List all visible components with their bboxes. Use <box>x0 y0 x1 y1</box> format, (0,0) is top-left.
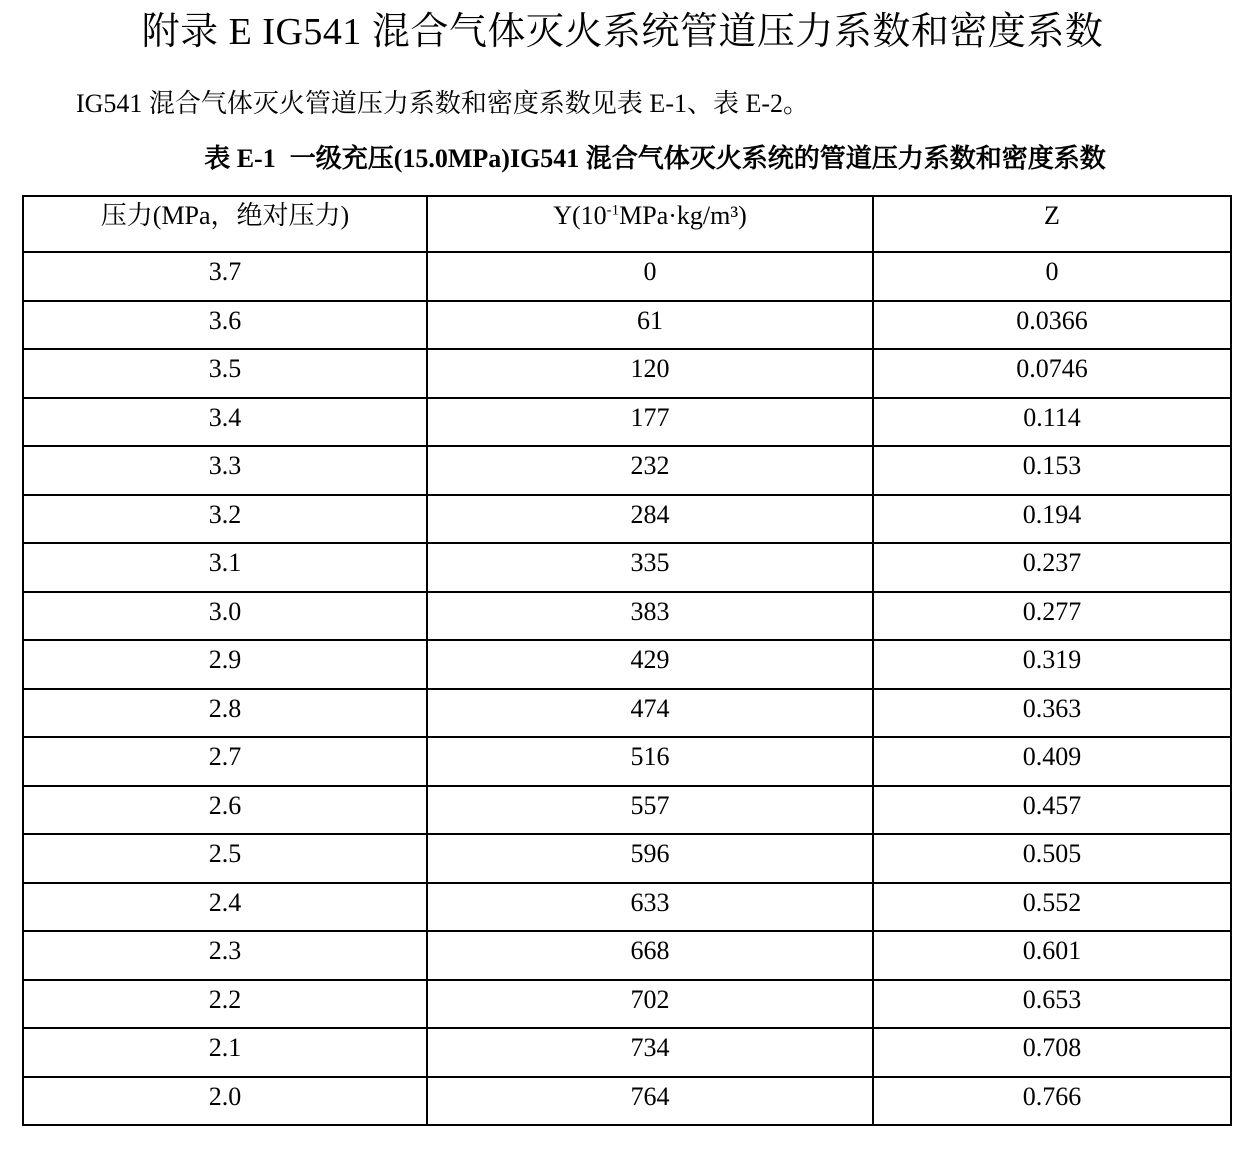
cell-y: 557 <box>427 786 873 835</box>
cell-z: 0.114 <box>873 398 1231 447</box>
table-caption-id: 表 E-1 <box>204 144 276 173</box>
cell-y: 474 <box>427 689 873 738</box>
table-row <box>23 543 1231 592</box>
table-row <box>23 689 1231 738</box>
table-row <box>23 592 1231 641</box>
cell-z: 0.237 <box>873 543 1231 592</box>
cell-pressure: 2.2 <box>23 980 427 1029</box>
header-pressure: 压力(MPa，绝对压力) <box>23 196 427 252</box>
header-y-prefix: Y(10 <box>553 201 607 230</box>
cell-pressure: 3.1 <box>23 543 427 592</box>
cell-z: 0.505 <box>873 834 1231 883</box>
cell-y: 764 <box>427 1077 873 1126</box>
cell-z: 0.552 <box>873 883 1231 932</box>
table-row <box>23 931 1231 980</box>
cell-z: 0.409 <box>873 737 1231 786</box>
table-row <box>23 640 1231 689</box>
cell-y: 633 <box>427 883 873 932</box>
cell-pressure: 2.0 <box>23 1077 427 1126</box>
table-row <box>23 446 1231 495</box>
table-caption-text: 一级充压(15.0MPa)IG541 混合气体灭火系统的管道压力系数和密度系数 <box>289 144 1106 173</box>
table-row <box>23 398 1231 447</box>
cell-z: 0.653 <box>873 980 1231 1029</box>
cell-y: 232 <box>427 446 873 495</box>
table-row <box>23 1077 1231 1126</box>
cell-pressure: 2.1 <box>23 1028 427 1077</box>
cell-y: 668 <box>427 931 873 980</box>
table-row <box>23 834 1231 883</box>
table-caption <box>0 139 1245 179</box>
cell-z: 0.708 <box>873 1028 1231 1077</box>
cell-z: 0.363 <box>873 689 1231 738</box>
header-y <box>427 196 873 252</box>
table-row <box>23 349 1231 398</box>
table-row <box>23 252 1231 301</box>
cell-y: 335 <box>427 543 873 592</box>
cell-y: 596 <box>427 834 873 883</box>
cell-z: 0.766 <box>873 1077 1231 1126</box>
cell-z: 0.457 <box>873 786 1231 835</box>
table-row <box>23 786 1231 835</box>
table-header-row <box>23 196 1231 252</box>
cell-pressure: 3.4 <box>23 398 427 447</box>
table-row <box>23 883 1231 932</box>
cell-z: 0.319 <box>873 640 1231 689</box>
cell-y: 429 <box>427 640 873 689</box>
cell-y: 383 <box>427 592 873 641</box>
table-row <box>23 495 1231 544</box>
cell-y: 702 <box>427 980 873 1029</box>
cell-z: 0.0746 <box>873 349 1231 398</box>
cell-pressure: 2.4 <box>23 883 427 932</box>
table-row <box>23 980 1231 1029</box>
cell-y: 734 <box>427 1028 873 1077</box>
header-y-exponent: -1 <box>606 202 620 219</box>
table-body <box>23 252 1231 1125</box>
cell-y: 120 <box>427 349 873 398</box>
cell-y: 516 <box>427 737 873 786</box>
intro-paragraph: IG541 混合气体灭火管道压力系数和密度系数见表 E-1、表 E-2。 <box>76 89 810 118</box>
cell-pressure: 3.7 <box>23 252 427 301</box>
cell-pressure: 3.2 <box>23 495 427 544</box>
cell-pressure: 2.3 <box>23 931 427 980</box>
cell-pressure: 2.8 <box>23 689 427 738</box>
header-y-suffix: MPa·kg/m³) <box>619 201 747 230</box>
cell-y: 177 <box>427 398 873 447</box>
cell-pressure: 2.9 <box>23 640 427 689</box>
cell-y: 61 <box>427 301 873 350</box>
cell-y: 0 <box>427 252 873 301</box>
cell-pressure: 3.0 <box>23 592 427 641</box>
cell-pressure: 2.5 <box>23 834 427 883</box>
coefficient-table <box>22 195 1232 1126</box>
cell-z: 0.277 <box>873 592 1231 641</box>
cell-z: 0.153 <box>873 446 1231 495</box>
page-title: 附录 E IG541 混合气体灭火系统管道压力系数和密度系数 <box>141 11 1104 53</box>
header-z: Z <box>873 196 1231 252</box>
cell-pressure: 3.6 <box>23 301 427 350</box>
cell-pressure: 3.3 <box>23 446 427 495</box>
cell-z: 0.194 <box>873 495 1231 544</box>
cell-z: 0 <box>873 252 1231 301</box>
cell-z: 0.601 <box>873 931 1231 980</box>
table-row <box>23 1028 1231 1077</box>
table-row <box>23 737 1231 786</box>
table-row <box>23 301 1231 350</box>
cell-pressure: 2.6 <box>23 786 427 835</box>
cell-y: 284 <box>427 495 873 544</box>
cell-pressure: 2.7 <box>23 737 427 786</box>
cell-pressure: 3.5 <box>23 349 427 398</box>
cell-z: 0.0366 <box>873 301 1231 350</box>
